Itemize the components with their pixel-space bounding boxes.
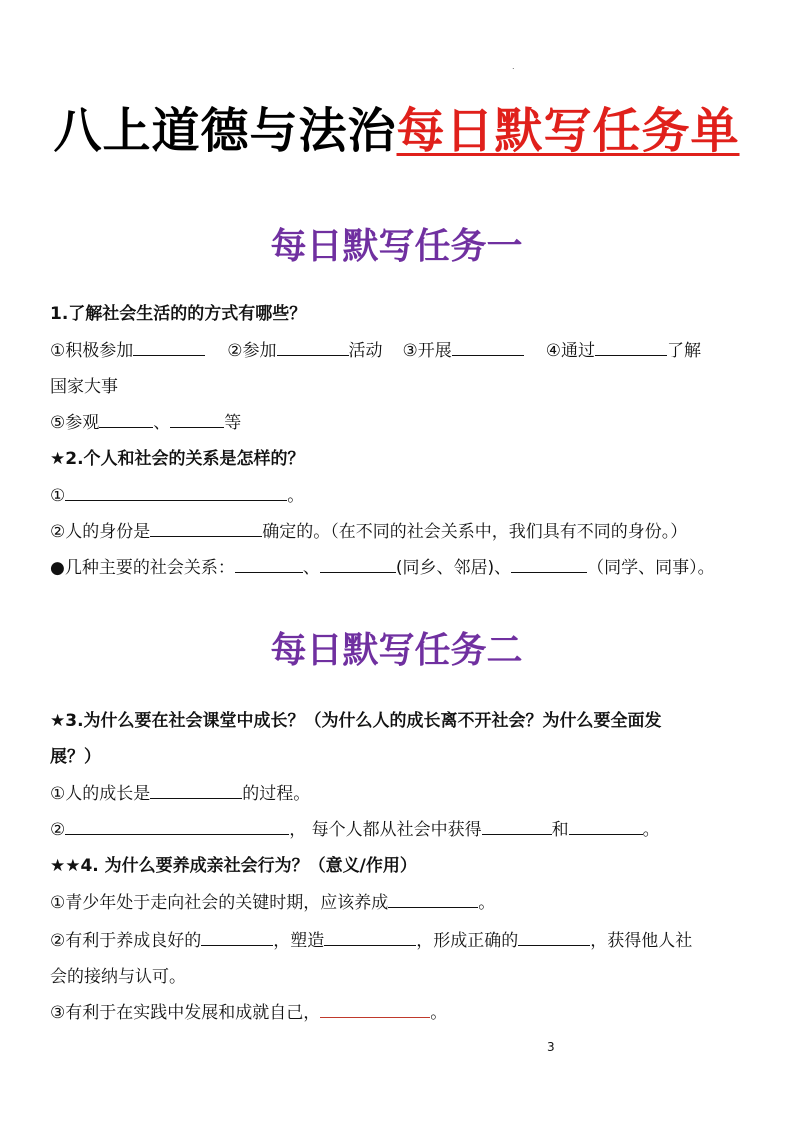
blank[interactable] — [235, 558, 303, 573]
q1-item-3: ③开展 — [402, 341, 452, 361]
page-number: 3 — [547, 1040, 555, 1054]
question-2-answer-1 — [50, 481, 304, 506]
answer-suffix: 。 — [287, 486, 305, 506]
blank[interactable] — [595, 341, 667, 356]
blank[interactable] — [388, 893, 478, 908]
question-3-answer-2 — [50, 815, 660, 840]
blank[interactable] — [65, 820, 289, 835]
question-4: ★★4. 为什么要养成亲社会行为？（意义/作用） — [50, 856, 417, 876]
answer-mid: ， 每个人都从社会中获得 — [289, 820, 482, 840]
question-1: 1.了解社会生活的的方式有哪些？ — [50, 304, 307, 324]
separator: 、 — [302, 558, 320, 578]
stray-dot: . — [512, 62, 515, 71]
blank[interactable] — [320, 1003, 430, 1018]
question-2-bullet — [50, 553, 715, 578]
blank[interactable] — [170, 413, 224, 428]
question-1-answer-line-3 — [50, 408, 241, 433]
question-4-answer-2-line-2: 会的接纳与认可。 — [50, 967, 186, 987]
title-part-2: 每日默写任务单 — [396, 103, 740, 159]
answer-prefix: ②人的身份是 — [50, 522, 151, 542]
question-1-answer-line-2: 国家大事 — [50, 377, 118, 397]
blank[interactable] — [150, 522, 262, 537]
blank[interactable] — [277, 341, 349, 356]
blank[interactable] — [133, 341, 205, 356]
blank[interactable] — [99, 413, 153, 428]
task1-heading: 每日默写任务一 — [270, 226, 523, 267]
blank[interactable] — [150, 784, 242, 799]
question-2-answer-2 — [50, 517, 687, 542]
blank[interactable] — [452, 341, 524, 356]
blank[interactable] — [569, 820, 643, 835]
answer-prefix: ② — [50, 820, 66, 840]
blank[interactable] — [201, 931, 273, 946]
blank[interactable] — [518, 931, 590, 946]
q1-item-5-suffix: 等 — [224, 413, 242, 433]
separator: 、 — [153, 413, 171, 433]
question-4-answer-2 — [50, 926, 692, 951]
answer-prefix: ②有利于养成良好的 — [50, 931, 202, 951]
answer-suffix: 。 — [430, 1003, 448, 1023]
answer-suffix: 。 — [478, 893, 496, 913]
blank[interactable] — [511, 558, 587, 573]
blank[interactable] — [482, 820, 552, 835]
question-1-answer-line-1 — [50, 336, 701, 361]
bullet-end: （同学、同事）。 — [587, 558, 715, 578]
question-3-line-1: ★3.为什么要在社会课堂中成长？（为什么人的成长离不开社会？为什么要全面发 — [50, 711, 662, 731]
bullet-prefix: ●几种主要的社会关系： — [50, 558, 235, 578]
blank[interactable] — [65, 486, 287, 501]
answer-suffix: 。 — [642, 820, 660, 840]
q1-item-2-suffix: 活动 — [348, 341, 383, 361]
answer-prefix: ①人的成长是 — [50, 784, 151, 804]
bullet-mid: (同乡、邻居)、 — [395, 558, 512, 578]
answer-prefix: ① — [50, 486, 66, 506]
q1-item-4-suffix: 了解 — [667, 341, 701, 361]
answer-prefix: ③有利于在实践中发展和成就自己， — [50, 1003, 321, 1023]
answer-mid: ，塑造 — [273, 931, 325, 951]
answer-mid: ，形成正确的 — [416, 931, 519, 951]
q1-item-2: ②参加 — [227, 341, 277, 361]
q1-item-1: ①积极参加 — [50, 341, 134, 361]
page-title — [0, 92, 793, 161]
answer-suffix: 确定的。（在不同的社会关系中，我们具有不同的身份。） — [262, 522, 688, 542]
answer-suffix: 的过程。 — [242, 784, 311, 804]
conjunction: 和 — [551, 820, 569, 840]
q1-item-5: ⑤参观 — [50, 413, 100, 433]
blank[interactable] — [324, 931, 416, 946]
question-4-answer-3 — [50, 998, 447, 1023]
q1-item-4: ④通过 — [545, 341, 595, 361]
answer-mid: ，获得他人社 — [590, 931, 693, 951]
answer-prefix: ①青少年处于走向社会的关键时期，应该养成 — [50, 893, 389, 913]
blank[interactable] — [320, 558, 396, 573]
question-4-answer-1 — [50, 888, 495, 913]
question-3-answer-1 — [50, 779, 310, 804]
question-3-line-2: 展？） — [50, 747, 101, 767]
question-2: ★2.个人和社会的关系是怎样的？ — [50, 449, 305, 469]
title-part-1: 八上道德与法治 — [53, 103, 397, 159]
task2-heading: 每日默写任务二 — [270, 630, 523, 671]
